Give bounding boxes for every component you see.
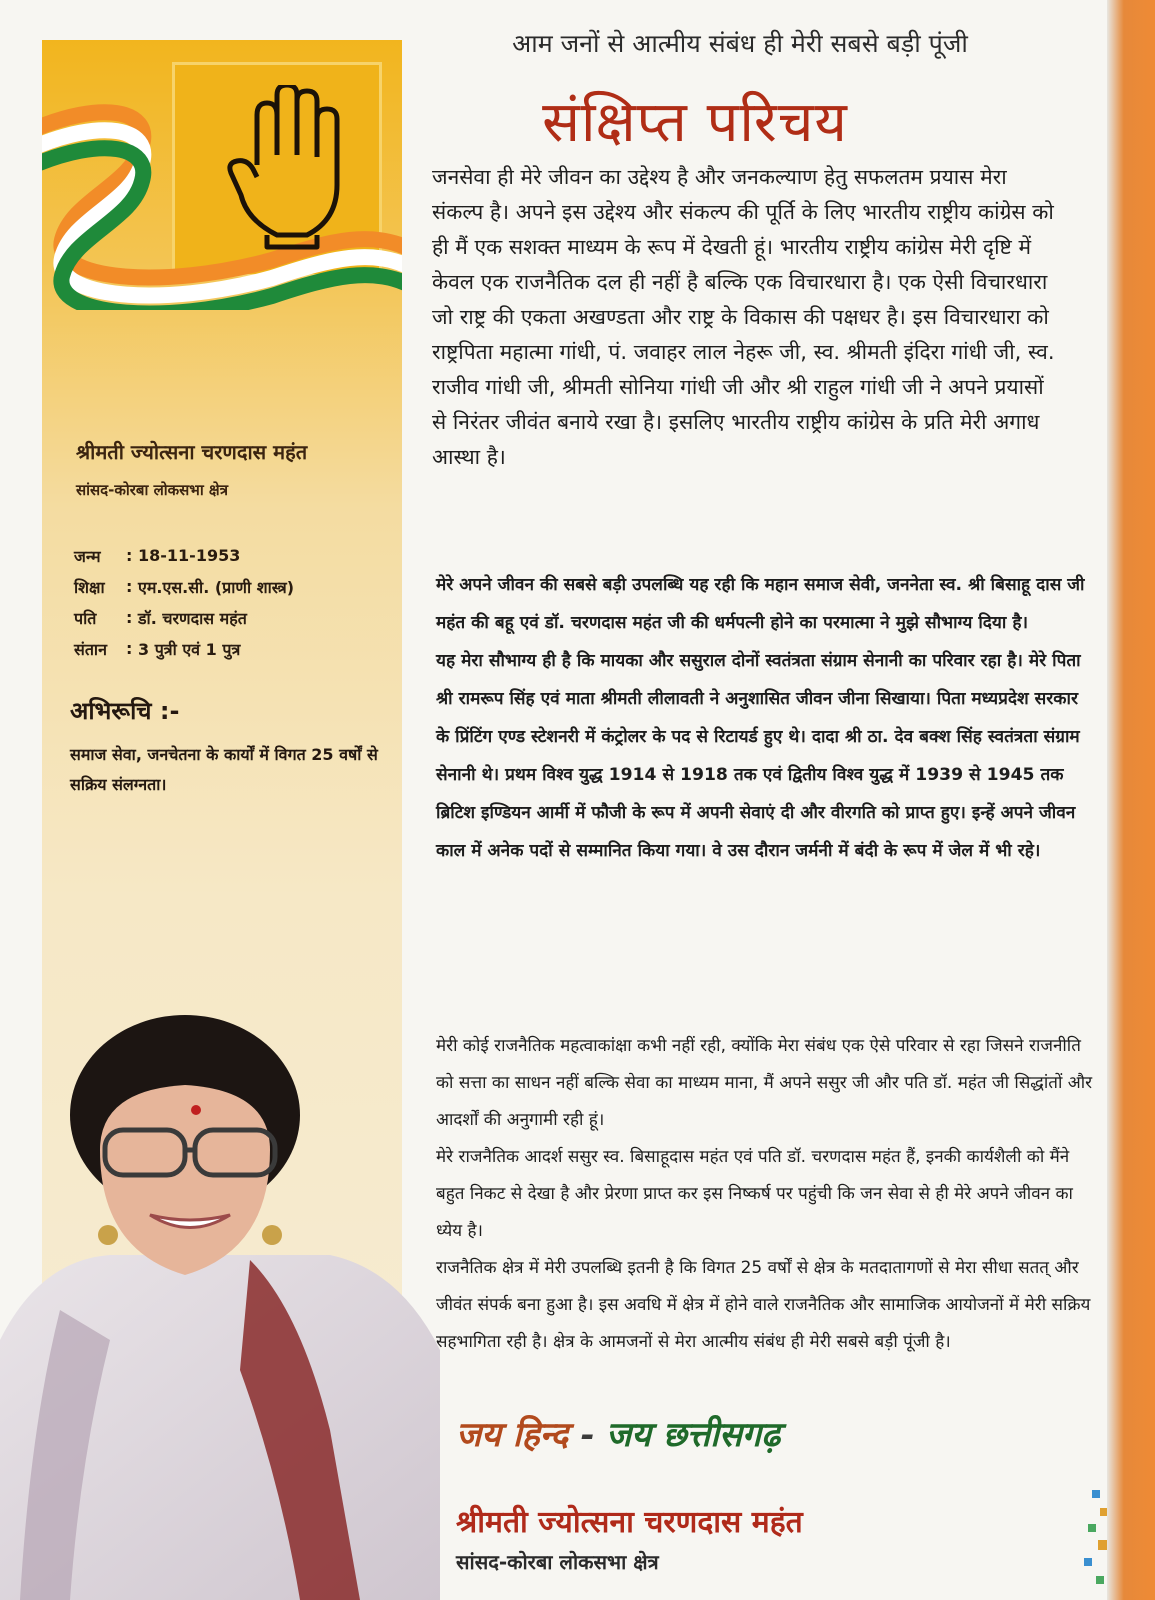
signature-role: सांसद-कोरबा लोकसभा क्षेत्र: [456, 1550, 659, 1574]
detail-value: 18-11-1953: [138, 546, 241, 565]
mp-name: श्रीमती ज्योत्सना चरणदास महंत: [76, 440, 308, 464]
signature-name: श्रीमती ज्योत्सना चरणदास महंत: [456, 1505, 803, 1540]
political-paragraph-ambition: मेरी कोई राजनैतिक महत्वाकांक्षा कभी नहीं रही, क्योंकि मेरा संबंध एक ऐसे परिवार से रहा जिसने राजनीति को सत्ता का साधन नहीं बल्कि सेवा का माध्यम माना, मैं अपने ससुर जी और पति डॉ. महंत जी सिद्धांतों और आदर्शों की अनुगामी रही हूं।: [436, 1036, 1093, 1130]
political-paragraphs: [436, 1028, 1096, 1361]
slogan: [456, 1410, 1016, 1456]
tricolor-ribbon-icon: [42, 90, 402, 310]
slogan-dash: -: [580, 1415, 595, 1455]
detail-birth: [74, 540, 402, 571]
detail-children: [74, 633, 402, 664]
decorative-dots: [1070, 1480, 1110, 1600]
detail-key: जन्म: [74, 546, 101, 566]
bio-paragraphs: [436, 566, 1096, 870]
detail-key: संतान: [74, 639, 107, 659]
page-title: संक्षिप्त परिचय: [542, 90, 848, 155]
detail-separator: :: [126, 546, 133, 565]
political-paragraph-achievement: राजनैतिक क्षेत्र में मेरी उपलब्धि इतनी है कि विगत 25 वर्षों से क्षेत्र के मतदातागणों से मेरा सीधा सतत् और जीवंत संपर्क बना हुआ है। इस अवधि में क्षेत्र में होने वाले राजनैतिक और सामाजिक आयोजनों में मेरी सक्रिय सहभागिता रही है। क्षेत्र के आमजनों से मेरा आत्मीय संबंध ही मेरी सबसे बड़ी पूंजी है।: [436, 1258, 1091, 1352]
detail-separator: :: [126, 608, 133, 627]
detail-value: डॉ. चरणदास महंत: [138, 608, 247, 628]
interest-text: समाज सेवा, जनचेतना के कार्यों में विगत 25 वर्षों से सक्रिय संलग्नता।: [70, 745, 378, 794]
detail-key: पति: [74, 608, 97, 628]
tagline: आम जनों से आत्मीय संबंध ही मेरी सबसे बड़ी पूंजी: [512, 29, 968, 58]
mp-role: सांसद-कोरबा लोकसभा क्षेत्र: [76, 481, 228, 499]
detail-separator: :: [126, 639, 133, 658]
bio-paragraph-family: यह मेरा सौभाग्य ही है कि मायका और ससुराल दोनों स्वतंत्रता संग्राम सेनानी का परिवार रहा है। मेरे पिता श्री रामरूप सिंह एवं माता श्रीमती लीलावती ने अनुशासित जीवन जीना सिखाया। पिता मध्यप्रदेश सरकार के प्रिंटिंग एण्ड स्टेशनरी में कंट्रोलर के पद से रिटायर्ड हुए थे। दादा श्री ठा. देव बक्श सिंह स्वतंत्रता संग्राम सेनानी थे। प्रथम विश्व युद्ध 1914 से 1918 तक एवं द्वितीय विश्व युद्ध में 1939 से 1945 तक ब्रिटिश इण्डियन आर्मी में फौजी के रूप में अपनी सेवाएं दी और वीरगति को प्राप्त हुए। इन्हें अपने जीवन काल में अनेक पदों से सम्मानित किया गया। वे उस दौरान जर्मनी में बंदी के रूप में जेल में भी रहे।: [436, 651, 1081, 861]
political-paragraph-ideals: मेरे राजनैतिक आदर्श ससुर स्व. बिसाहूदास महंत एवं पति डॉ. चरणदास महंत हैं, इनकी कार्यशैली को मैंने बहुत निकट से देखा है और प्रेरणा प्राप्त कर इस निष्कर्ष पर पहुंची कि जन सेवा से ही मेरे अपने जीवन का ध्येय है।: [436, 1147, 1073, 1241]
detail-spouse: [74, 602, 402, 633]
detail-value: एम.एस.सी. (प्राणी शास्त्र): [138, 577, 295, 597]
intro-paragraph: जनसेवा ही मेरे जीवन का उद्देश्य है और जनकल्याण हेतु सफलतम प्रयास मेरा संकल्प है। अपने इस उद्देश्य और संकल्प की पूर्ति के लिए भारतीय राष्ट्रीय कांग्रेस को ही मैं एक सशक्त माध्यम के रूप में देखती हूं। भारतीय राष्ट्रीय कांग्रेस मेरी दृष्टि में केवल एक राजनैतिक दल ही नहीं है बल्कि एक विचारधारा है। एक ऐसी विचारधारा जो राष्ट्र की एकता अखण्डता और राष्ट्र के विकास की पक्षधर है। इस विचारधारा को राष्ट्रपिता महात्मा गांधी, पं. जवाहर लाल नेहरू जी, स्व. श्रीमती इंदिरा गांधी जी, स्व. राजीव गांधी जी, श्रीमती सोनिया गांधी जी और श्री राहुल गांधी जी ने अपने प्रयासों से निरंतर जीवंत बनाये रखा है। इसलिए भारतीय राष्ट्रीय कांग्रेस के प्रति मेरी अगाध आस्था है।: [432, 165, 1055, 469]
detail-key: शिक्षा: [74, 577, 105, 597]
interest-heading: अभिरूचि :-: [70, 697, 180, 725]
page-edge: [1107, 0, 1155, 1600]
bio-paragraph-achievement: मेरे अपने जीवन की सबसे बड़ी उपलब्धि यह रही कि महान समाज सेवी, जननेता स्व. श्री बिसाहू दास जी महंत की बहू एवं डॉ. चरणदास महंत जी की धर्मपत्नी होने का परमात्मा ने मुझे सौभाग्य दिया है।: [436, 575, 1085, 633]
slogan-jai-chhattisgarh: जय छत्तीसगढ़: [606, 1415, 781, 1455]
portrait-photo: [0, 1010, 440, 1600]
detail-education: [74, 571, 402, 602]
detail-value: 3 पुत्री एवं 1 पुत्र: [138, 639, 241, 659]
detail-separator: :: [126, 577, 133, 596]
slogan-jai-hind: जय हिन्द: [456, 1415, 569, 1455]
profile-details: [74, 540, 402, 664]
congress-hand-icon: [227, 85, 347, 250]
